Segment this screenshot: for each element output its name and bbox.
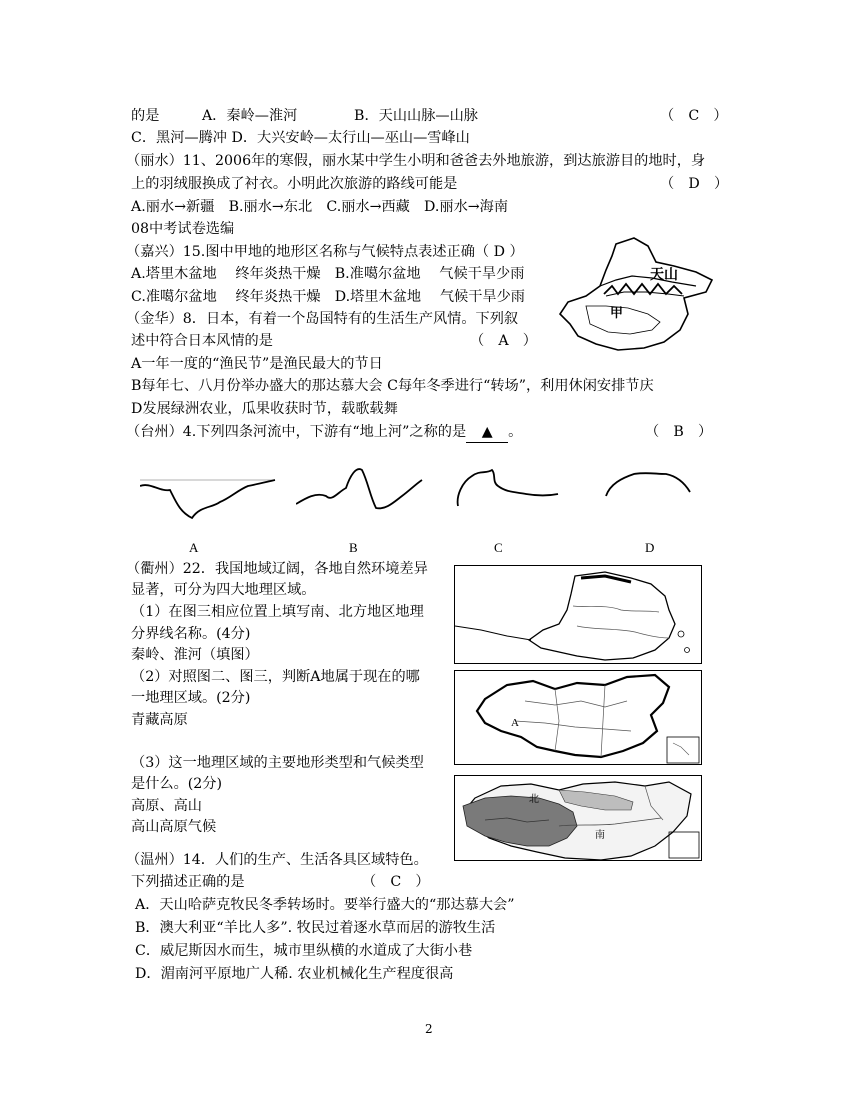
q-line-3: （丽水）11、2006年的寒假，丽水某中学生小明和爸爸去外地旅游，到达旅游目的地时，身: [126, 153, 706, 169]
river-b-figure: [296, 462, 426, 524]
river-label-a: A: [189, 540, 199, 555]
q22-line-10: 是什么。(2分): [131, 776, 223, 792]
region-north-label: 北: [529, 794, 539, 805]
river-label-d: D: [645, 540, 655, 555]
q22-line-4: 分界线名称。(4分): [131, 626, 251, 642]
q-line-1: 的是 A．秦岭—淮河 B．天山山脉—山脉: [131, 108, 478, 124]
q15-blank: ▲: [466, 422, 508, 443]
q22-line-7: 一地理区域。(2分): [131, 690, 251, 706]
tianshan-label: 天山: [650, 268, 678, 283]
china-east-map: [454, 565, 702, 664]
river-label-b: B: [349, 540, 358, 555]
answer-a: （ A ）: [470, 333, 537, 349]
q-line-14: D发展绿洲农业，瓜果收获时节，载歌载舞: [131, 401, 398, 417]
jia-label: 甲: [610, 305, 624, 320]
q14-option-c: C．威尼斯因水而生，城市里纵横的水道成了大街小巷: [135, 943, 473, 959]
q-line-5: A.丽水→新疆 B.丽水→东北 C.丽水→西藏 D.丽水→海南: [131, 199, 509, 215]
section-title: 08中考试卷选编: [131, 221, 235, 237]
river-a-figure: [140, 462, 280, 524]
q14-option-d: D．湄南河平原地广人稀. 农业机械化生产程度很高: [135, 966, 454, 982]
river-d-figure: [600, 462, 700, 524]
q14-line-2: 下列描述正确的是: [131, 874, 245, 890]
q22-line-1: （衢州）22．我国地域辽阔，各地自然环境差异: [126, 561, 428, 577]
q22-line-11: 高原、高山: [131, 798, 202, 814]
river-label-c: C: [494, 540, 503, 555]
q22-line-2: 显著，可分为四大地理区域。: [131, 582, 316, 598]
q-line-13: B每年七、八月份举办盛大的那达慕大会 C每年冬季进行“转场”，利用休闲安排节庆: [131, 378, 654, 394]
q14-line-1: （温州）14．人们的生产、生活各具区域特色。: [126, 852, 428, 868]
q-line-15: [126, 422, 522, 443]
q22-line-12: 高山高原气候: [131, 819, 217, 835]
region-south-label: 南: [595, 830, 605, 841]
q14-option-a: A．天山哈萨克牧民冬季转场时。要举行盛大的“那达慕大会”: [135, 897, 515, 913]
river-c-figure: [452, 462, 564, 524]
q14-option-b: B．澳大利亚“羊比人多”. 牧民过着逐水草而居的游牧生活: [135, 920, 496, 936]
q-line-2: C．黑河—腾冲 D．大兴安岭—太行山—巫山—雪峰山: [131, 130, 470, 146]
q22-line-8: 青藏高原: [131, 712, 188, 728]
answer-c: （ C ）: [660, 108, 728, 124]
q-line-9: C.准噶尔盆地 终年炎热干燥 D.塔里木盆地 气候干旱少雨: [131, 289, 525, 305]
q-line-12: A一年一度的“渔民节”是渔民最大的节日: [131, 356, 383, 372]
q22-line-3: （1）在图三相应位置上填写南、北方地区地理: [131, 604, 424, 620]
q22-line-5: 秦岭、淮河（填图）: [131, 647, 259, 663]
q-line-7: （嘉兴）15.图中甲地的地形区名称与气候特点表述正确（ D ）: [126, 244, 524, 260]
page-number: 2: [425, 1022, 433, 1036]
q-line-11: 述中符合日本风情的是: [131, 333, 273, 349]
q22-line-6: （2）对照图二、图三，判断A地属于现在的哪: [131, 669, 420, 685]
q-line-10: （金华）8．日本，有着一个岛国特有的生活生产风情。下列叙: [126, 311, 519, 327]
china-regions-map: [454, 775, 702, 861]
answer-b: （ B ）: [645, 424, 713, 440]
region-a-label: A: [511, 717, 519, 729]
q15-end: 。: [508, 424, 523, 440]
q-line-8: A.塔里木盆地 终年炎热干燥 B.准噶尔盆地 气候干旱少雨: [131, 266, 525, 282]
q-line-4: 上的羽绒服换成了衬衣。小明此次旅游的路线可能是: [131, 176, 458, 192]
xinjiang-map: [556, 236, 716, 354]
answer-c-2: （ C ）: [362, 874, 430, 890]
q15-text: （台州）4.下列四条河流中，下游有“地上河”之称的是: [126, 424, 467, 440]
q22-line-9: （3）这一地理区域的主要地形类型和气候类型: [131, 755, 424, 771]
china-provinces-map: [454, 670, 702, 765]
answer-d: （ D ）: [660, 176, 729, 192]
